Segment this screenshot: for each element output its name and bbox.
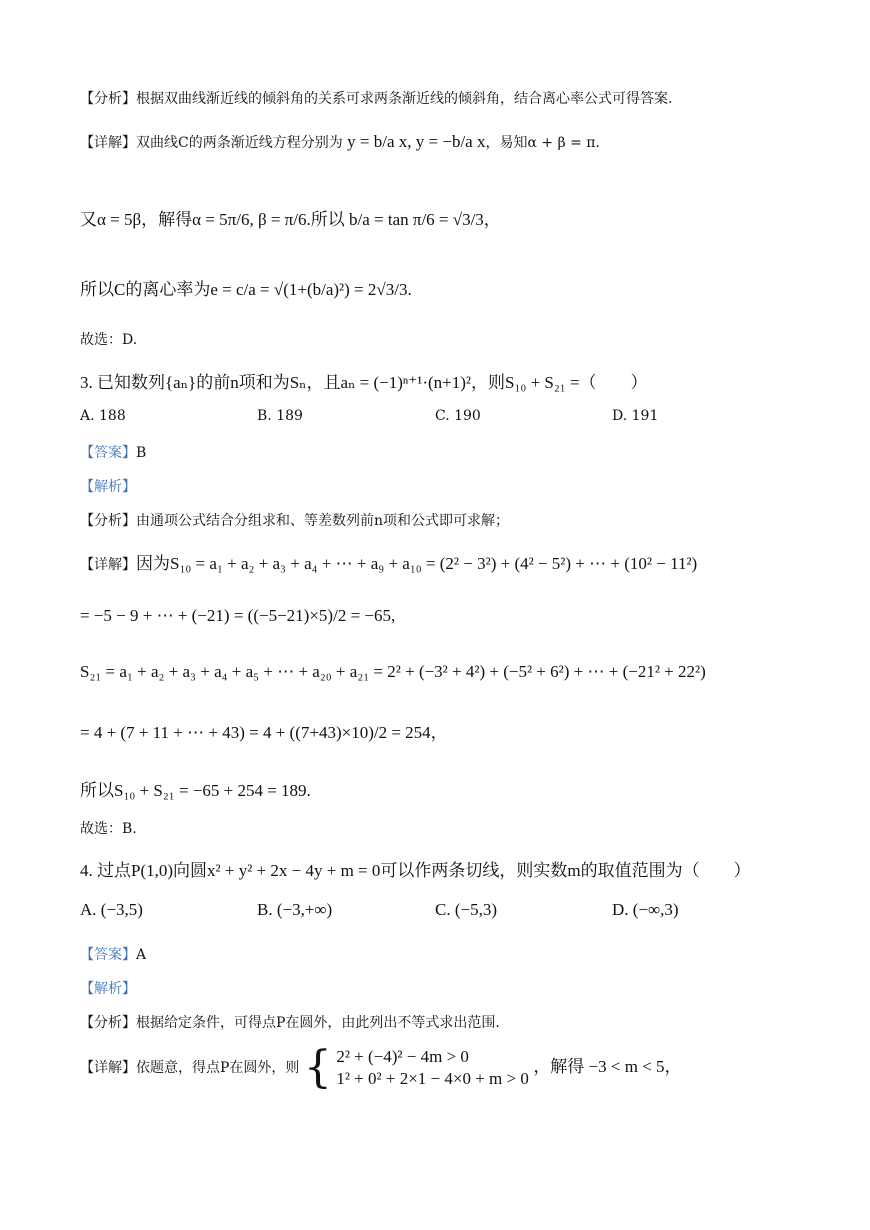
s21-result-line <box>80 718 448 743</box>
eccentricity-line <box>80 275 412 300</box>
s21-expansion-line <box>80 662 706 682</box>
analysis-tag: 【分析】 <box>80 1015 136 1031</box>
question-4 <box>80 856 751 881</box>
detail-text: 依题意，得点P在圆外，则 <box>136 1060 300 1076</box>
solve-line <box>80 205 501 230</box>
inequality-system <box>336 1046 529 1090</box>
choice-text: 故选：D. <box>80 332 138 348</box>
s10-result-line <box>80 606 395 626</box>
answer-tag: 【答案】 <box>80 947 136 963</box>
eccentricity-text: 所以C的离心率为e = c/a = √(1+(b/a)²) = 2√3/3. <box>80 280 412 299</box>
answer-tag: 【答案】 <box>80 445 136 461</box>
q4-jiexi-tag: 【解析】 <box>80 981 136 997</box>
q4-option-b[interactable]: B. (−3,+∞) <box>257 900 333 919</box>
system-brace: { <box>303 1042 332 1093</box>
detail-tail: ，易知α + β = π. <box>485 135 600 151</box>
analysis-text: 根据双曲线渐近线的倾斜角的关系可求两条渐近线的倾斜角，结合离心率公式可得答案. <box>136 91 673 107</box>
inequality-row-2: 1² + 0² + 2×1 − 4×0 + m > 0 <box>336 1069 529 1088</box>
detail-tail: ，解得 −3 < m < 5， <box>533 1057 682 1076</box>
analysis-text: 由通项公式结合分组求和、等差数列前n项和公式即可求解； <box>136 513 510 529</box>
q3-option-b[interactable]: B. 189 <box>257 408 303 424</box>
question-3-text: 3. 已知数列{aₙ}的前n项和为Sₙ，且aₙ = (−1)ⁿ⁺¹·(n+1)²，则S₁₀ + S₂₁ =（ ） <box>80 373 648 392</box>
question-4-text: 4. 过点P(1,0)向圆x² + y² + 2x − 4y + m = 0可以作两条切线，则实数m的取值范围为（ ） <box>80 861 751 880</box>
q3-option-c[interactable]: C. 190 <box>435 408 481 424</box>
q4-option-a[interactable]: A. (−3,5) <box>80 900 143 919</box>
detail-tag: 【详解】 <box>80 557 136 573</box>
analysis-text: 根据给定条件，可得点P在圆外，由此列出不等式求出范围. <box>136 1015 500 1031</box>
analysis-line-2 <box>80 510 509 530</box>
answer-value: A <box>136 947 147 963</box>
q3-jiexi-tag: 【解析】 <box>80 479 136 495</box>
detail-tag: 【详解】 <box>80 135 136 151</box>
q4-option-d[interactable]: D. (−∞,3) <box>612 900 679 919</box>
choice-line-2 <box>80 818 137 838</box>
inequality-row-1: 2² + (−4)² − 4m > 0 <box>336 1047 469 1066</box>
detail-line-3 <box>80 1042 682 1093</box>
asymptote-equations: y = b/a x, y = −b/a x <box>347 132 486 151</box>
s10-result: = −5 − 9 + ⋯ + (−21) = ((−5−21)×5)/2 = −65, <box>80 606 396 625</box>
q4-answer <box>80 944 146 964</box>
analysis-tag: 【分析】 <box>80 513 136 529</box>
choice-line-1 <box>80 329 137 349</box>
analysis-line-3 <box>80 1012 500 1032</box>
answer-value: B <box>136 445 147 461</box>
choice-text: 故选：B. <box>80 821 137 837</box>
s21-expansion: S₂₁ = a₁ + a₂ + a₃ + a₄ + a₅ + ⋯ + a₂₀ + a₂₁ = 2² + (−3² + 4²) + (−5² + 6²) + ⋯ + (−21² + 22²) <box>80 662 706 681</box>
q3-answer <box>80 442 146 462</box>
s21-result: = 4 + (7 + 11 + ⋯ + 43) = 4 + ((7+43)×10)/2 = 254， <box>80 723 448 742</box>
solve-text: 又α = 5β，解得α = 5π/6, β = π/6.所以 b/a = tan π/6 = √3/3， <box>80 210 501 229</box>
sum-line <box>80 776 311 801</box>
detail-text: 双曲线C的两条渐近线方程分别为 <box>136 135 343 151</box>
question-3 <box>80 368 648 393</box>
s10-expansion: 因为S₁₀ = a₁ + a₂ + a₃ + a₄ + ⋯ + a₉ + a₁₀ = (2² − 3²) + (4² − 5²) + ⋯ + (10² − 11²) <box>136 554 698 573</box>
analysis-tag: 【分析】 <box>80 91 136 107</box>
q3-option-a[interactable]: A. 188 <box>80 408 126 424</box>
detail-tag: 【详解】 <box>80 1060 136 1076</box>
sum-text: 所以S₁₀ + S₂₁ = −65 + 254 = 189. <box>80 781 311 800</box>
detail-line-1 <box>80 132 600 152</box>
q4-option-c[interactable]: C. (−5,3) <box>435 900 497 919</box>
analysis-line-1 <box>80 88 672 108</box>
q3-option-d[interactable]: D. 191 <box>612 408 659 424</box>
detail-line-2 <box>80 549 697 574</box>
